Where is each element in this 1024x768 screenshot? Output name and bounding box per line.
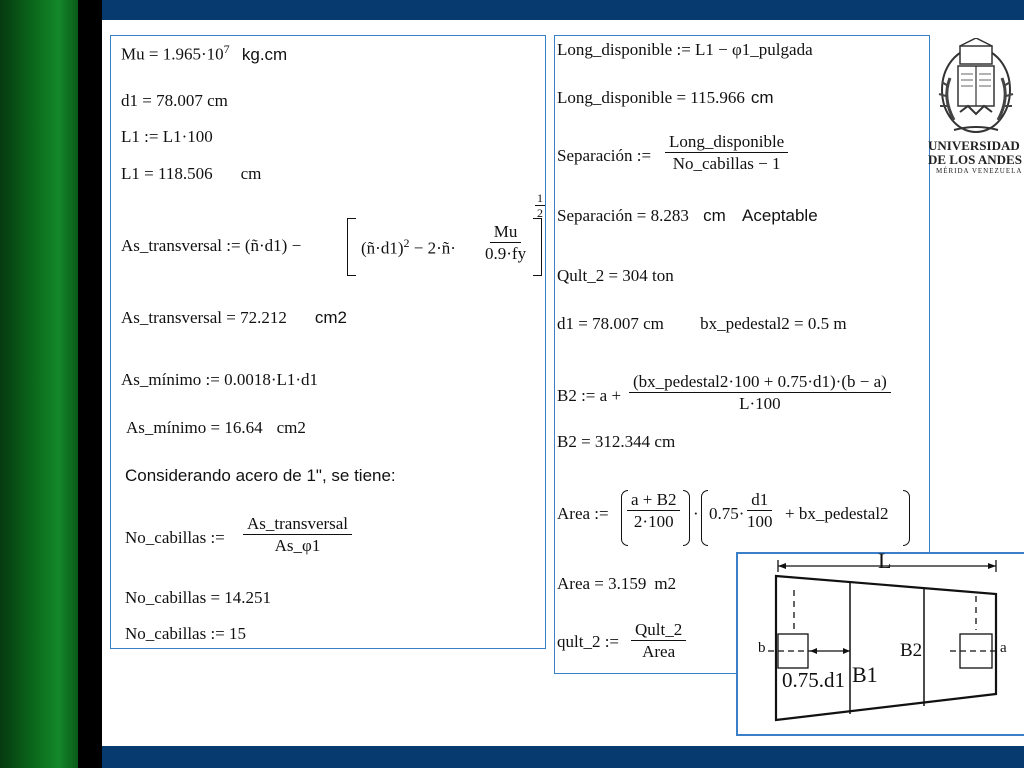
- logo-line-1: UNIVERSIDAD: [928, 138, 1020, 153]
- b2-fraction: (bx_pedestal2·100 + 0.75·d1)·(b − a) L·100: [629, 372, 891, 415]
- d1-line: d1 = 78.007 cm: [121, 91, 228, 110]
- as-minimo-definition: As_mínimo := 0.0018·L1·d1: [121, 370, 319, 389]
- nocab-fraction: As_transversal As_φ1: [243, 514, 352, 557]
- label-L: L: [878, 548, 892, 573]
- as-minimo-value: As_mínimo = 16.64 cm2: [126, 418, 306, 437]
- qult2-fraction: Qult_2 Area: [631, 620, 686, 663]
- area-fraction-1: $\frac{a + B2}{2\cdot 100}$: [627, 490, 680, 533]
- long-disponible-definition: Long_disponible := L1 − φ1_pulgada: [557, 40, 813, 59]
- label-B2: B2: [900, 640, 923, 661]
- area-fraction-2: $\frac{d1}{100}$: [747, 490, 773, 531]
- as-transversal-formula: As_transversal := (ñ·d1) − (ñ·d1)$^2$ − 2·ñ· $\frac{Mu}{0.9\cdot fy}$ $\frac{1}{2}$: [121, 196, 541, 291]
- label-a: a: [1000, 640, 1007, 656]
- left-black-bar: [78, 0, 102, 768]
- area-paren-right-1: [683, 490, 690, 546]
- top-band: [102, 0, 1024, 20]
- no-cabillas-formula: No_cabillas := As_transversal As_φ1: [125, 514, 425, 574]
- label-075d1: 0.75.d1: [782, 668, 845, 692]
- as-transversal-value: As_transversal = 72.212 cm2: [121, 308, 347, 327]
- area-formula: Area := $\frac{a + B2}{2\cdot 100}$ · 0.75· $\frac{d1}{100}$ + bx_pedestal2: [557, 486, 927, 548]
- qult-line: Qult_2 = 304 ton: [557, 266, 674, 285]
- area-value: Area = 3.159 m2: [557, 574, 677, 593]
- d1-line-right: d1 = 78.007 cm bx_pedestal2 = 0.5 m: [557, 314, 847, 333]
- bottom-band: [102, 746, 1024, 768]
- left-bracket: [347, 218, 356, 276]
- mu-over-fy: $\frac{Mu}{0.9\cdot fy}$: [485, 222, 527, 263]
- qult2-formula: qult_2 := Qult_2 Area: [557, 620, 757, 670]
- l1-value: L1 = 118.506 cm: [121, 164, 262, 183]
- b2-formula: B2 := a + (bx_pedestal2·100 + 0.75·d1)·(b − a) L·100: [557, 372, 929, 428]
- separacion-formula: Separación := Long_disponible No_cabillas − 1: [557, 132, 857, 188]
- logo-line-3: MÉRIDA VENEZUELA: [936, 167, 1023, 175]
- b2-value: B2 = 312.344 cm: [557, 432, 676, 451]
- footing-diagram-panel: [736, 548, 1024, 736]
- footing-diagram: [738, 554, 1024, 734]
- label-B1: B1: [852, 662, 878, 687]
- long-disponible-value: Long_disponible = 115.966 cm: [557, 88, 774, 107]
- university-seal-icon: [930, 38, 1024, 138]
- right-bracket: [533, 218, 542, 276]
- left-calc-panel: [110, 35, 546, 649]
- area-paren-left-2: [701, 490, 708, 546]
- power-half: $\frac{1}{2}$: [537, 191, 543, 220]
- left-green-stripe: [0, 0, 78, 768]
- steel-note: Considerando acero de 1", se tiene:: [125, 466, 396, 485]
- separacion-fraction: Long_disponible No_cabillas − 1: [665, 132, 788, 175]
- university-logo: [930, 38, 1024, 180]
- mu-line: $Mu = 1.965\cdot 10^7$ kg.cm: [121, 42, 288, 64]
- no-cabillas-value: No_cabillas = 14.251: [125, 588, 272, 607]
- l1-definition: L1 := L1·100: [121, 127, 213, 146]
- logo-line-2: DE LOS ANDES: [928, 152, 1022, 167]
- no-cabillas-set: No_cabillas := 15: [125, 624, 247, 643]
- area-paren-right-2: [903, 490, 910, 546]
- separacion-value: Separación = 8.283 cm Aceptable: [557, 206, 818, 225]
- label-b: b: [758, 640, 766, 656]
